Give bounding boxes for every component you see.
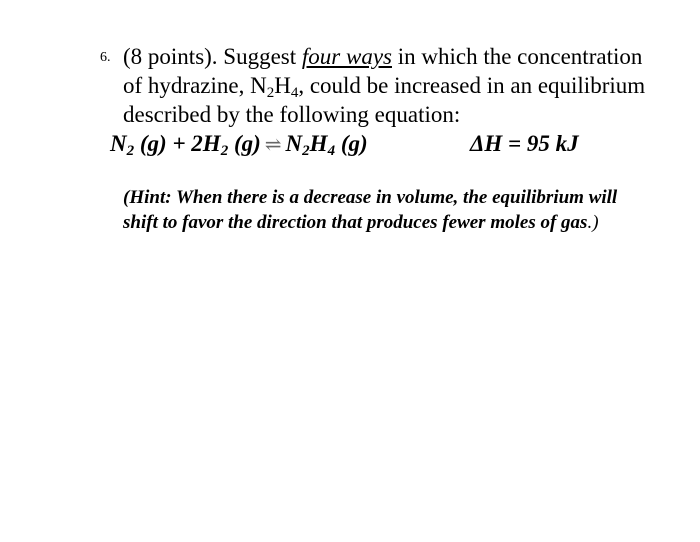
eq-part1: (g) + 2H [134, 131, 221, 156]
chemical-equation [110, 129, 368, 160]
formula-sub-1: 2 [266, 85, 275, 101]
question-points: (8 points). Suggest [123, 44, 302, 69]
question-text-end: , could be increased in an equilibrium described by the following equation: [123, 73, 646, 127]
equation-row [100, 129, 660, 161]
equilibrium-arrow-icon: ⇌ [264, 134, 282, 156]
question-emphasis: four ways [301, 44, 392, 69]
enthalpy-value: ΔH = 95 kJ [470, 131, 579, 156]
eq-product-h-sub: 4 [327, 143, 336, 159]
question-text [123, 42, 660, 129]
eq-n-sub: 2 [126, 143, 135, 159]
hint-close: .) [587, 212, 599, 233]
hint-body: (Hint: When there is a decrease in volume, the equilibrium will shift to favor the direction that produces fewer moles of gas [123, 187, 618, 233]
formula-sub-2: 4 [290, 85, 299, 101]
formula-mid: H [274, 73, 291, 98]
eq-product-n: N [285, 131, 303, 156]
hint-text [123, 185, 643, 235]
eq-h-sub: 2 [220, 143, 229, 159]
eq-product-h: H [309, 131, 328, 156]
question-text-after: in which the concentration of hydrazine, N [123, 44, 643, 98]
question-block [100, 42, 660, 235]
eq-n: N [110, 131, 127, 156]
eq-product-n-sub: 2 [302, 143, 310, 159]
eq-part2: (g) [228, 131, 261, 156]
eq-part3: (g) [335, 131, 368, 156]
question-number: 6. [100, 50, 111, 65]
